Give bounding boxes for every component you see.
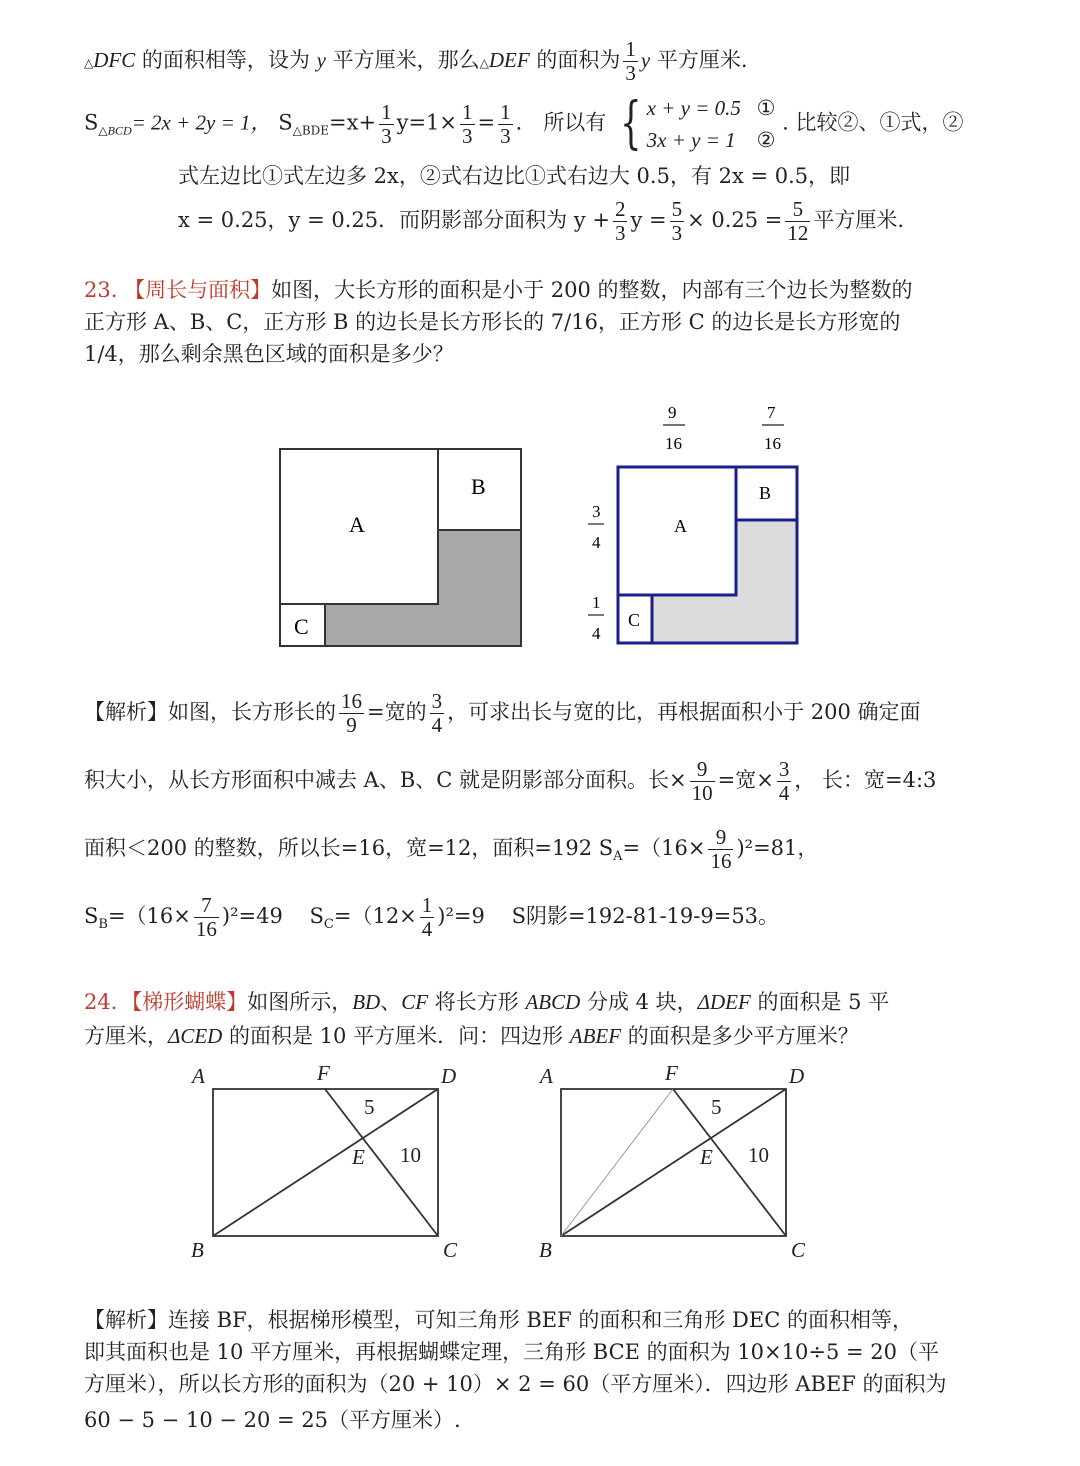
fraction-7-16: $\frac{7}{16}$ bbox=[195, 893, 217, 941]
area-10: 10 bbox=[400, 1143, 421, 1167]
segment-bf bbox=[561, 1089, 673, 1236]
p24-figure bbox=[0, 1060, 1080, 1270]
solution-tag: 【解析】 bbox=[84, 700, 168, 724]
fraction-3-4: $\frac{3}{4}$ bbox=[778, 757, 790, 805]
vertex-a: A bbox=[192, 1064, 205, 1088]
p22-line-1: △DFC 的面积相等，设为 y 平方厘米，那么△DEF 的面积为 $\frac{1}{3}$ y 平方厘米. bbox=[84, 37, 748, 85]
fraction-16-9: $\frac{16}{9}$ bbox=[341, 689, 362, 737]
fraction-one-third: $\frac{1}{3}$ bbox=[500, 99, 511, 148]
fraction-two-thirds: $\frac{2}{3}$ bbox=[614, 197, 626, 245]
vertex-b: B bbox=[191, 1238, 204, 1262]
p24-question-line-2: 方厘米，ΔCED 的面积是 10 平方厘米．问：四边形 ABEF 的面积是多少平方厘米？ bbox=[84, 1024, 859, 1048]
top-fraction-num: 9 bbox=[668, 403, 677, 422]
equation-system: x + y = 0.5 ① 3x + y = 1 ② bbox=[646, 96, 776, 152]
p23-question-line-1: 23. 【周长与面积】如图，大长方形的面积是小于 200 的整数，内部有三个边长为整数的 bbox=[84, 278, 913, 302]
p24-solution-line-4: 60 − 5 − 10 − 20 = 25（平方厘米）. bbox=[84, 1408, 461, 1432]
vertex-d: D bbox=[441, 1064, 457, 1088]
area-5: 5 bbox=[364, 1095, 375, 1119]
p24-left-labels bbox=[190, 1061, 458, 1262]
top-fraction-num: 7 bbox=[767, 403, 776, 422]
p24-solution-line-2: 即其面积也是 10 平方厘米，再根据蝴蝶定理，三角形 BCE 的面积为 10×10÷5 = 20（平 bbox=[84, 1340, 939, 1364]
fraction-one-third: $\frac{1}{3}$ bbox=[381, 99, 392, 148]
solution-tag: 【解析】 bbox=[84, 1308, 168, 1332]
point-e: E bbox=[352, 1145, 365, 1169]
fraction-1-4: $\frac{1}{4}$ bbox=[421, 893, 433, 941]
p23-solution-line-1: 【解析】如图，长方形长的 $\frac{16}{9}$ =宽的 $\frac{3}{4}$ ，可求出长与宽的比，再根据面积小于 200 确定面 bbox=[84, 689, 921, 737]
vertex-d: D bbox=[789, 1064, 805, 1088]
vertex-c: C bbox=[443, 1238, 458, 1262]
p23-question-line-3: 1/4，那么剩余黑色区域的面积是多少？ bbox=[84, 342, 454, 366]
area-5: 5 bbox=[711, 1095, 722, 1119]
p23-figure bbox=[0, 390, 1080, 660]
problem-number: 23. bbox=[84, 278, 125, 302]
p24-solution-line-3: 方厘米），所以长方形的面积为（20 + 10）× 2 = 60（平方厘米）．四边形 ABEF 的面积为 bbox=[84, 1372, 947, 1396]
p24-right-labels bbox=[538, 1061, 806, 1262]
small-triangle-icon: △ bbox=[479, 56, 489, 70]
p22-line-4: x = 0.25，y = 0.25．而阴影部分面积为 y + $\frac{2}{3}$ y = $\frac{5}{3}$ × 0.25 = $\frac{5}{12}$ 平方厘米. bbox=[178, 197, 905, 245]
p22-line-2: $S_{\triangle BCD}= 2x + 2y = 1$， $S_{\triangle BDE}=x+$ $\frac{1}{3}$ y=1× $\frac{1}{3}$ = $\frac{1}{3}$ ． 所以有 { x + y = 0.5 ① 3x + y = 1 ② . 比较②、①式，② bbox=[84, 91, 964, 156]
fraction-five-twelfths: $\frac{5}{12}$ bbox=[787, 197, 809, 245]
p24-question-line-1: 24．【梯形蝴蝶】如图所示，BD、CF 将长方形 ABCD 分成 4 块，ΔDEF 的面积是 5 平 bbox=[84, 990, 890, 1014]
label-c: C bbox=[628, 610, 641, 630]
label-b: B bbox=[759, 483, 772, 503]
area-10: 10 bbox=[748, 1143, 769, 1167]
p23-right-figure bbox=[588, 403, 797, 643]
p23-solution-line-3: 面积＜200 的整数，所以长=16，宽=12，面积=192 $S_A=(16\times$ $\frac{9}{16}$ )²=81， bbox=[84, 825, 819, 873]
vertex-c: C bbox=[791, 1238, 806, 1262]
p23-question-line-2: 正方形 A、B、C，正方形 B 的边长是长方形长的 7/16，正方形 C 的边长是长方形宽的 bbox=[84, 310, 901, 334]
left-brace: { bbox=[620, 91, 642, 156]
problem-tag: 【周长与面积】 bbox=[124, 278, 272, 302]
fraction-9-10: $\frac{9}{10}$ bbox=[691, 757, 713, 805]
p22-line-3: 式左边比①式左边多 2x，②式右边比①式右边大 0.5，有 2x = 0.5，即 bbox=[178, 164, 851, 188]
p24-solution-line-1: 【解析】连接 BF，根据梯形模型，可知三角形 BEF 的面积和三角形 DEC 的面积相等， bbox=[84, 1308, 913, 1332]
fraction-9-16: $\frac{9}{16}$ bbox=[710, 825, 732, 873]
side-fraction-den: 4 bbox=[592, 533, 601, 552]
vertex-a: A bbox=[540, 1064, 553, 1088]
fraction-five-thirds: $\frac{5}{3}$ bbox=[671, 197, 683, 245]
side-fraction-num: 1 bbox=[592, 593, 601, 612]
top-fraction-den: 16 bbox=[764, 434, 781, 453]
fraction-one-third: $\frac{1}{3}$ bbox=[625, 37, 636, 85]
p23-solution-line-4: $S_B=(16\times$ $\frac{7}{16}$ )²=49 $S_C=(12\times$ $\frac{1}{4}$ )²=9 S阴影=192-81-19-9=53。 bbox=[84, 893, 780, 941]
fraction-one-third: $\frac{1}{3}$ bbox=[462, 99, 473, 148]
label-a: A bbox=[674, 516, 687, 536]
label-b: B bbox=[471, 474, 486, 499]
small-triangle-icon: △ bbox=[84, 56, 94, 70]
label-c: C bbox=[294, 614, 309, 639]
small-triangle-icon: △ bbox=[292, 123, 302, 138]
side-fraction-den: 4 bbox=[592, 624, 601, 643]
small-triangle-icon: △ bbox=[98, 123, 108, 138]
fraction-3-4: $\frac{3}{4}$ bbox=[431, 689, 443, 737]
label-a: A bbox=[349, 512, 365, 537]
problem-number: 24． bbox=[84, 990, 132, 1014]
p23-left-figure bbox=[280, 449, 521, 646]
point-e: E bbox=[700, 1145, 713, 1169]
side-fraction-num: 3 bbox=[592, 502, 601, 521]
p23-solution-line-2: 积大小，从长方形面积中减去 A、B、C 就是阴影部分面积。长× $\frac{9}{10}$ =宽× $\frac{3}{4}$ ， 长：宽=4:3 bbox=[84, 757, 937, 805]
top-fraction-den: 16 bbox=[665, 434, 682, 453]
vertex-f: F bbox=[317, 1061, 330, 1085]
segment-cf bbox=[673, 1089, 786, 1236]
problem-tag: 【梯形蝴蝶】 bbox=[131, 990, 248, 1014]
vertex-f: F bbox=[665, 1061, 678, 1085]
segment-cf bbox=[325, 1089, 438, 1236]
vertex-b: B bbox=[539, 1238, 552, 1262]
